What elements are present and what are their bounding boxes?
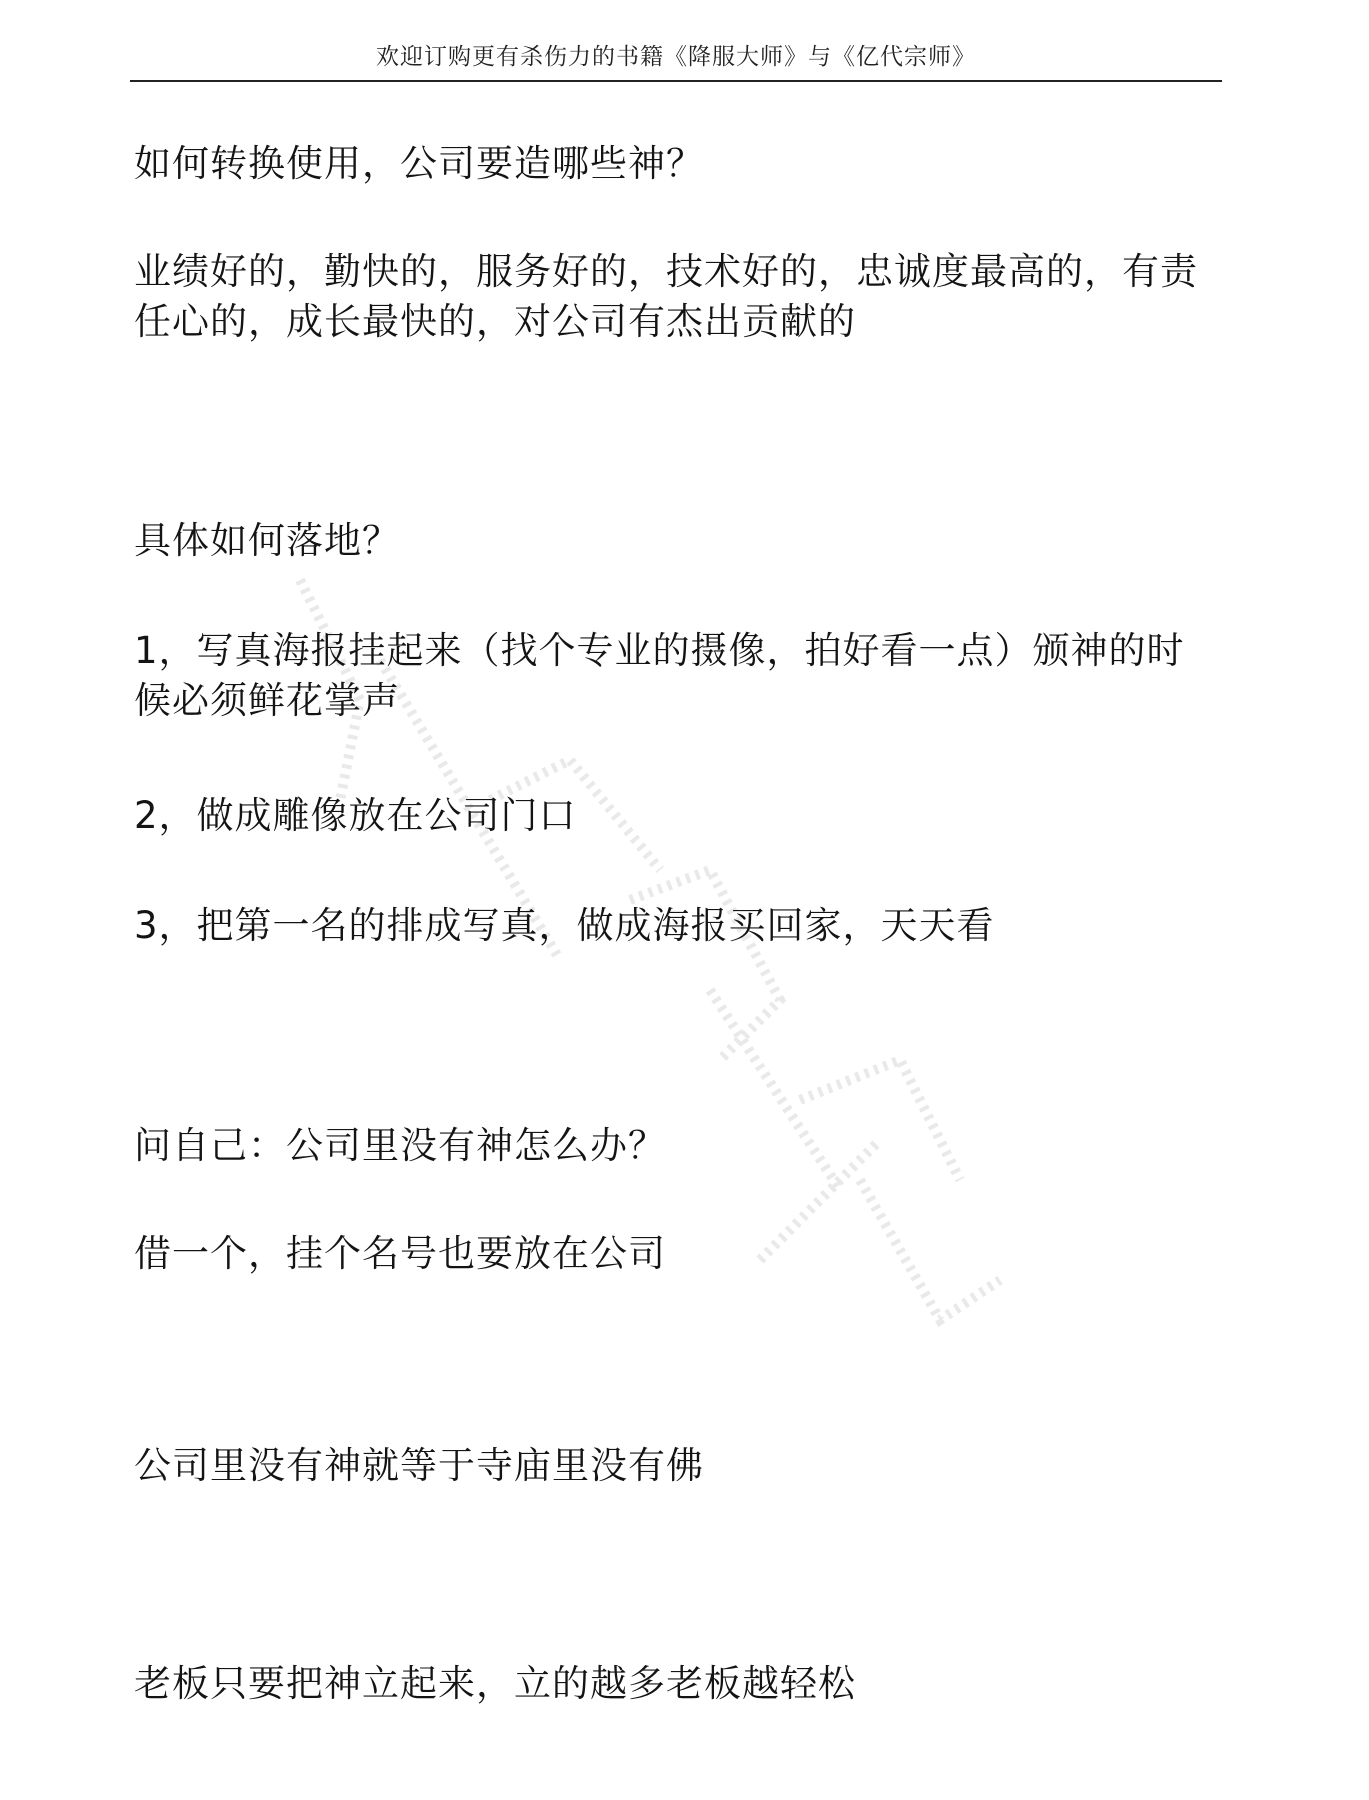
statement-line: 公司里没有神就等于寺庙里没有佛 [134, 1444, 704, 1487]
step-2: 2，做成雕像放在公司门口 [134, 794, 577, 837]
header-divider [130, 80, 1222, 82]
step-3: 3，把第一名的排成写真，做成海报买回家，天天看 [134, 904, 995, 947]
self-question: 问自己：公司里没有神怎么办？ [134, 1124, 666, 1167]
answer-line-1: 业绩好的，勤快的，服务好的，技术好的，忠诚度最高的，有责 [134, 250, 1198, 293]
closing-line: 老板只要把神立起来，立的越多老板越轻松 [134, 1662, 856, 1705]
section-heading: 具体如何落地？ [134, 519, 400, 562]
step-1-line-2: 候必须鲜花掌声 [134, 679, 400, 722]
question-heading: 如何转换使用，公司要造哪些神？ [134, 142, 704, 185]
step-1-line-1: 1，写真海报挂起来（找个专业的摄像，拍好看一点）颁神的时 [134, 629, 1185, 672]
page-header: 欢迎订购更有杀伤力的书籍《降服大师》与《亿代宗师》 [376, 44, 976, 70]
self-answer: 借一个，挂个名号也要放在公司 [134, 1232, 666, 1275]
answer-line-2: 任心的，成长最快的，对公司有杰出贡献的 [134, 300, 856, 343]
